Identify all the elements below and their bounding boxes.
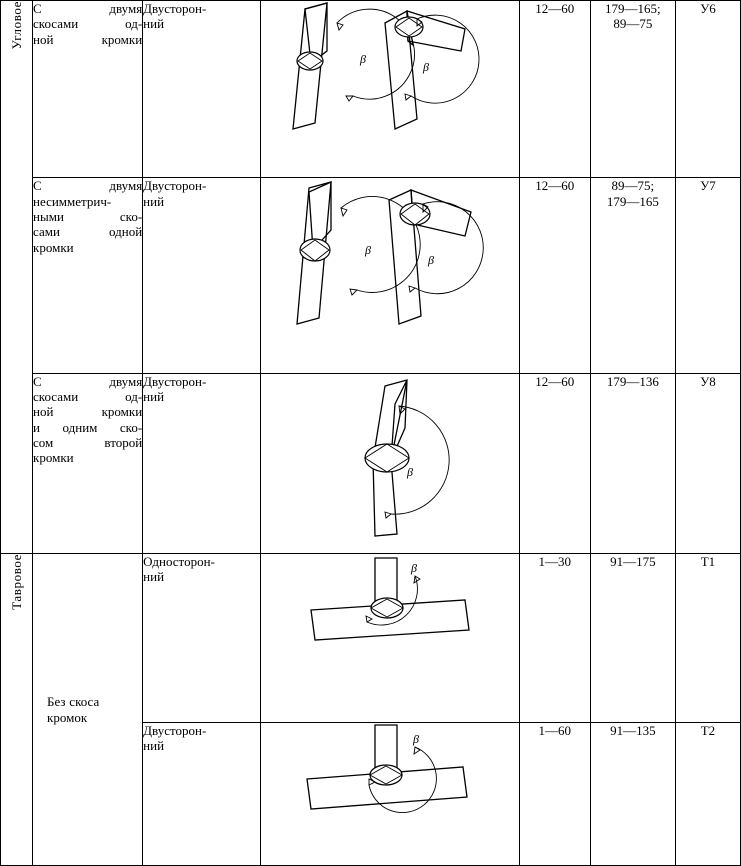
prep-line: кромок [47,709,88,725]
code-cell: У7 [675,178,740,373]
sides-line: Односторон- [143,554,215,570]
sides-line: ний [143,738,165,754]
sides-cell [143,373,261,553]
thickness-cell: 12—60 [519,1,590,178]
thickness-cell: 12—60 [519,373,590,553]
group-label: Тавровое [8,554,24,610]
prep-line: С двумя [33,1,143,16]
sides-cell [143,723,261,866]
preparation-cell [33,178,143,373]
prep-line: С двумя [33,178,143,194]
group-cell-uglovoe [1,1,33,554]
weld-figure-u6 [265,1,515,161]
prep-line: сом второй [33,435,143,451]
prep-line: и одним ско- [33,419,143,435]
sides-line: ний [143,389,165,405]
figure-cell-u7 [261,178,519,373]
svg-text:β: β [365,243,371,258]
angle-cell [590,554,675,723]
sides-line: Двусторон- [143,178,207,194]
table-row [1,1,741,178]
sides-line: Двусторон- [143,1,207,16]
preparation-cell [33,554,143,866]
weld-figure-u8 [265,374,515,549]
prep-line: Без скоса [47,694,100,710]
angle-line: 179—165; [605,1,661,16]
prep-line: кромки [33,450,74,466]
angle-line: 89—75; [611,178,655,194]
figure-cell-u6 [261,1,519,178]
angle-line: 91—175 [610,554,656,570]
angle-cell [590,1,675,178]
sides-cell [143,554,261,723]
svg-text:β: β [428,253,434,268]
svg-text:β: β [411,561,417,576]
angle-cell [590,178,675,373]
group-cell-tavrovoe [1,554,33,866]
preparation-cell [33,373,143,553]
prep-line: скосами од- [33,389,143,405]
prep-line: кромки [33,239,74,255]
code-cell: У6 [675,1,740,178]
figure-cell-t2 [261,723,519,866]
sides-line: Двусторон- [143,373,207,389]
angle-line: 91—135 [610,723,656,739]
weld-figure-t2 [265,723,515,843]
prep-line: скосами од- [33,16,143,32]
sides-cell [143,1,261,178]
table-row [1,178,741,373]
group-label: Угловое [8,1,24,50]
figure-cell-t1 [261,554,519,723]
prep-line: ной кромки [33,31,143,47]
angle-line: 89—75 [613,16,653,32]
angle-line: 179—136 [606,373,659,389]
sides-line: ний [143,569,165,585]
table-row [1,373,741,553]
angle-cell [590,373,675,553]
prep-line: ной кромки [33,404,143,420]
prep-line: сами одной [33,224,143,240]
sides-line: ний [143,16,165,32]
sides-line: ний [143,193,165,209]
code-cell: У8 [675,373,740,553]
sides-line: Двусторон- [143,723,207,739]
sides-cell [143,178,261,373]
prep-line: ными ско- [33,208,143,224]
svg-text:β: β [423,60,429,74]
svg-text:β: β [413,732,419,747]
prep-line: С двумя [33,373,143,389]
thickness-cell: 1—30 [519,554,590,723]
prep-line: несимметрич- [33,193,112,209]
code-cell: Т1 [675,554,740,723]
weld-figure-t1 [265,554,515,684]
svg-text:β: β [407,464,413,479]
weld-figure-u7 [265,178,515,358]
thickness-cell: 12—60 [519,178,590,373]
figure-cell-u8 [261,373,519,553]
angle-cell [590,723,675,866]
angle-line: 179—165 [606,193,659,209]
thickness-cell: 1—60 [519,723,590,866]
code-cell: Т2 [675,723,740,866]
table-row [1,554,741,723]
preparation-cell [33,1,143,178]
svg-text:β: β [360,52,366,66]
